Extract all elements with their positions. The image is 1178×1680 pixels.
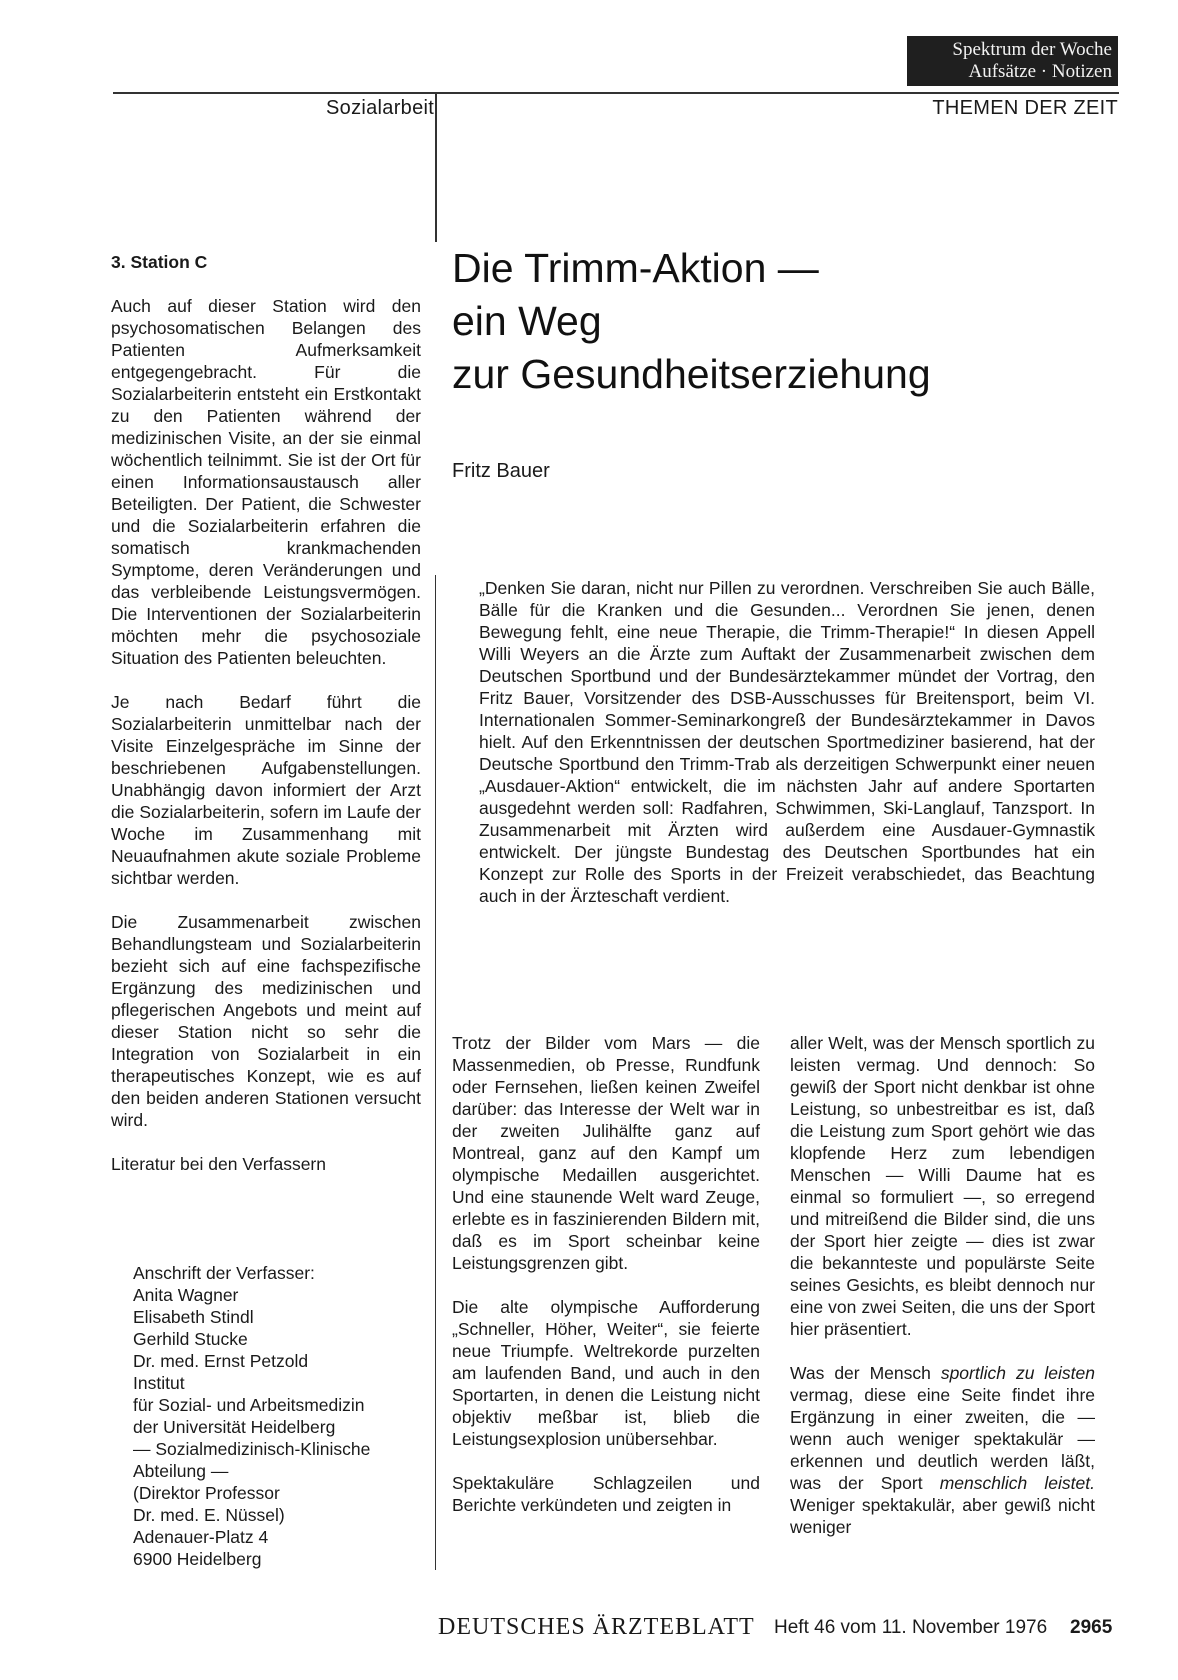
body-column-2 — [790, 1032, 1095, 1538]
address-line: Dr. med. E. Nüssel) — [133, 1505, 285, 1525]
paragraph: Auch auf dieser Station wird den psychosomatischen Belangen des Patienten Aufmerksamkeit entgegengebracht. Für die Sozialarbeiterin entsteht ein Erstkontakt zu den Patienten während der medizinischen Visite, an der sie einmal wöchentlich teilnimmt. Sie ist der Ort für einen Informationsaustausch aller Beteiligten. Der Patient, die Schwester und die Sozialarbeiterin erfahren die somatisch krankmachenden Symptome, deren Veränderungen und das verbleibende Leistungsvermögen. Die Interventionen der Sozialarbeiterin möchten mehr die psychosoziale Situation des Patienten beleuchten. — [111, 296, 421, 668]
paragraph: Je nach Bedarf führt die Sozialarbeiterin unmittelbar nach der Visite Einzelgespräche im Sinne der beschriebenen Aufgabenstellungen. Unabhängig davon informiert der Arzt die Sozialarbeiterin, sofern im Laufe der Woche im Zusammenhang mit Neuaufnahmen akute soziale Probleme sichtbar werden. — [111, 692, 421, 888]
paragraph: Die Zusammenarbeit zwischen Behandlungsteam und Sozialarbeiterin bezieht sich auf eine fachspezifische Ergänzung des medizinischen und pflegerischen Angebots und meint auf dieser Station nicht so sehr die Integration von Sozialarbeit in ein therapeutisches Konzept, wie es auf den beiden anderen Stationen versucht wird. — [111, 912, 421, 1130]
paragraph: Spektakuläre Schlagzeilen und Berichte verkündeten und zeigten in — [452, 1473, 760, 1515]
address-line: 6900 Heidelberg — [133, 1549, 262, 1569]
paragraph: aller Welt, was der Mensch sportlich zu leisten vermag. Und dennoch: So gewiß der Sport nicht denkbar ist ohne Leistung, so unbestreitbar es ist, daß die Leistung zum Sport gehört wie das klopfende Herz zum lebendigen Menschen — Willi Daume hat es einmal so formuliert —, so erregend und mitreißend die Bilder sind, die uns der Sport hier zeigte — dies ist zwar die bekannteste und populärste Seite seines Gesichts, es bleibt dennoch nur eine von zwei Seiten, die uns der Sport hier präsentiert. — [790, 1033, 1095, 1339]
header-rule-left — [113, 92, 435, 94]
header-rule-right — [437, 92, 1119, 94]
address-line: Dr. med. Ernst Petzold — [133, 1351, 309, 1371]
subheading: 3. Station C — [111, 252, 208, 272]
badge-line-1: Spektrum der Woche — [952, 39, 1112, 60]
address-line: Abteilung — — [133, 1461, 229, 1481]
section-badge — [907, 36, 1118, 86]
section-label-left: Sozialarbeit — [326, 97, 435, 119]
left-column — [111, 251, 421, 1175]
article-author: Fritz Bauer — [452, 460, 550, 482]
column-divider-bottom — [435, 575, 436, 1570]
author-address — [133, 1262, 433, 1570]
text-run: vermag, diese eine Seite findet ihre Ergänzung in einer zweiten, die — wenn auch weniger spektakulär — erkennen und deutlich werden läßt, was der Sport — [790, 1385, 1095, 1493]
address-line: der Universität Heidelberg — [133, 1417, 336, 1437]
emphasis: menschlich leistet. — [939, 1473, 1095, 1493]
address-line: Elisabeth Stindl — [133, 1307, 254, 1327]
paragraph: Die alte olympische Aufforderung „Schneller, Höher, Weiter“, sie feierte neue Triumpfe. Weltrekorde purzelten am laufenden Band, und auch in den Sportarten, in denen die Leistung nicht objektiv meßbar ist, blieb die Leistungsexplosion unübersehbar. — [452, 1297, 760, 1449]
paragraph: Trotz der Bilder vom Mars — die Massenmedien, ob Presse, Rundfunk oder Fernsehen, ließen keinen Zweifel darüber: das Interesse der Welt war in der zweiten Julihälfte ganz auf Montreal, ganz auf den Kampf um olympische Medaillen ausgerichtet. Und eine staunende Welt ward Zeuge, erlebte es in faszinierenden Bildern mit, daß es im Sport scheinbar keine Leistungsgrenzen gibt. — [452, 1033, 760, 1273]
paragraph — [790, 1362, 1095, 1538]
address-line: Anita Wagner — [133, 1285, 239, 1305]
address-line: (Direktor Professor — [133, 1483, 280, 1503]
title-line: zur Gesundheitserziehung — [452, 351, 931, 397]
section-label-right: THEMEN DER ZEIT — [932, 97, 1118, 119]
title-line: ein Weg — [452, 298, 602, 344]
emphasis: sportlich zu leisten — [940, 1363, 1095, 1383]
badge-line-2: Aufsätze · Notizen — [968, 61, 1112, 82]
article-title — [452, 242, 931, 401]
article-lead: „Denken Sie daran, nicht nur Pillen zu verordnen. Verschreiben Sie auch Bälle, Bälle für die Kranken und die Gesunden... Verordnen Sie jenen, denen Bewegung fehlt, eine neue Therapie, die Trimm-Therapie!“ In diesen Appell Willi Weyers an die Ärzte zum Auftakt der Zusammenarbeit zwischen dem Deutschen Sportbund und der Bundesärztekammer mündet der Vortrag, den Fritz Bauer, Vorsitzender des DSB-Ausschusses für Breitensport, beim VI. Internationalen Sommer-Seminarkongreß der Bundesärztekammer in Davos hielt. Auf den Erkenntnissen der deutschen Sportmediziner basierend, hat der Deutsche Sportbund den Trimm-Trab als derzeitigen Schwerpunkt einer neuen „Ausdauer-Aktion“ entwickelt, die im nächsten Jahr auf andere Sportarten ausgedehnt werden soll: Radfahren, Schwimmen, Ski-Langlauf, Tanzsport. In Zusammenarbeit mit Ärzten wird außerdem eine Ausdauer-Gymnastik entwickelt. Der jüngste Bundestag des Deutschen Sportbundes hat ein Konzept zur Rolle des Sports in der Freizeit verabschiedet, das Beachtung auch in der Ärzteschaft verdient. — [479, 578, 1095, 906]
issue-info: Heft 46 vom 11. November 1976 — [774, 1617, 1048, 1638]
address-line: Anschrift der Verfasser: — [133, 1263, 315, 1283]
column-divider-top — [435, 92, 437, 242]
address-line: — Sozialmedizinisch-Klinische — [133, 1439, 371, 1459]
text-run: Weniger spektakulär, aber gewiß nicht weniger — [790, 1495, 1095, 1537]
address-line: Gerhild Stucke — [133, 1329, 248, 1349]
text-run: Was der Mensch — [790, 1363, 941, 1383]
title-line: Die Trimm-Aktion — — [452, 245, 819, 291]
address-line: Adenauer-Platz 4 — [133, 1527, 269, 1547]
address-line: Institut — [133, 1373, 185, 1393]
journal-name: DEUTSCHES ÄRZTEBLATT — [438, 1614, 755, 1640]
address-line: für Sozial- und Arbeitsmedizin — [133, 1395, 365, 1415]
page-number: 2965 — [1070, 1617, 1113, 1638]
literature-note: Literatur bei den Verfassern — [111, 1154, 326, 1174]
body-column-1 — [452, 1032, 760, 1516]
